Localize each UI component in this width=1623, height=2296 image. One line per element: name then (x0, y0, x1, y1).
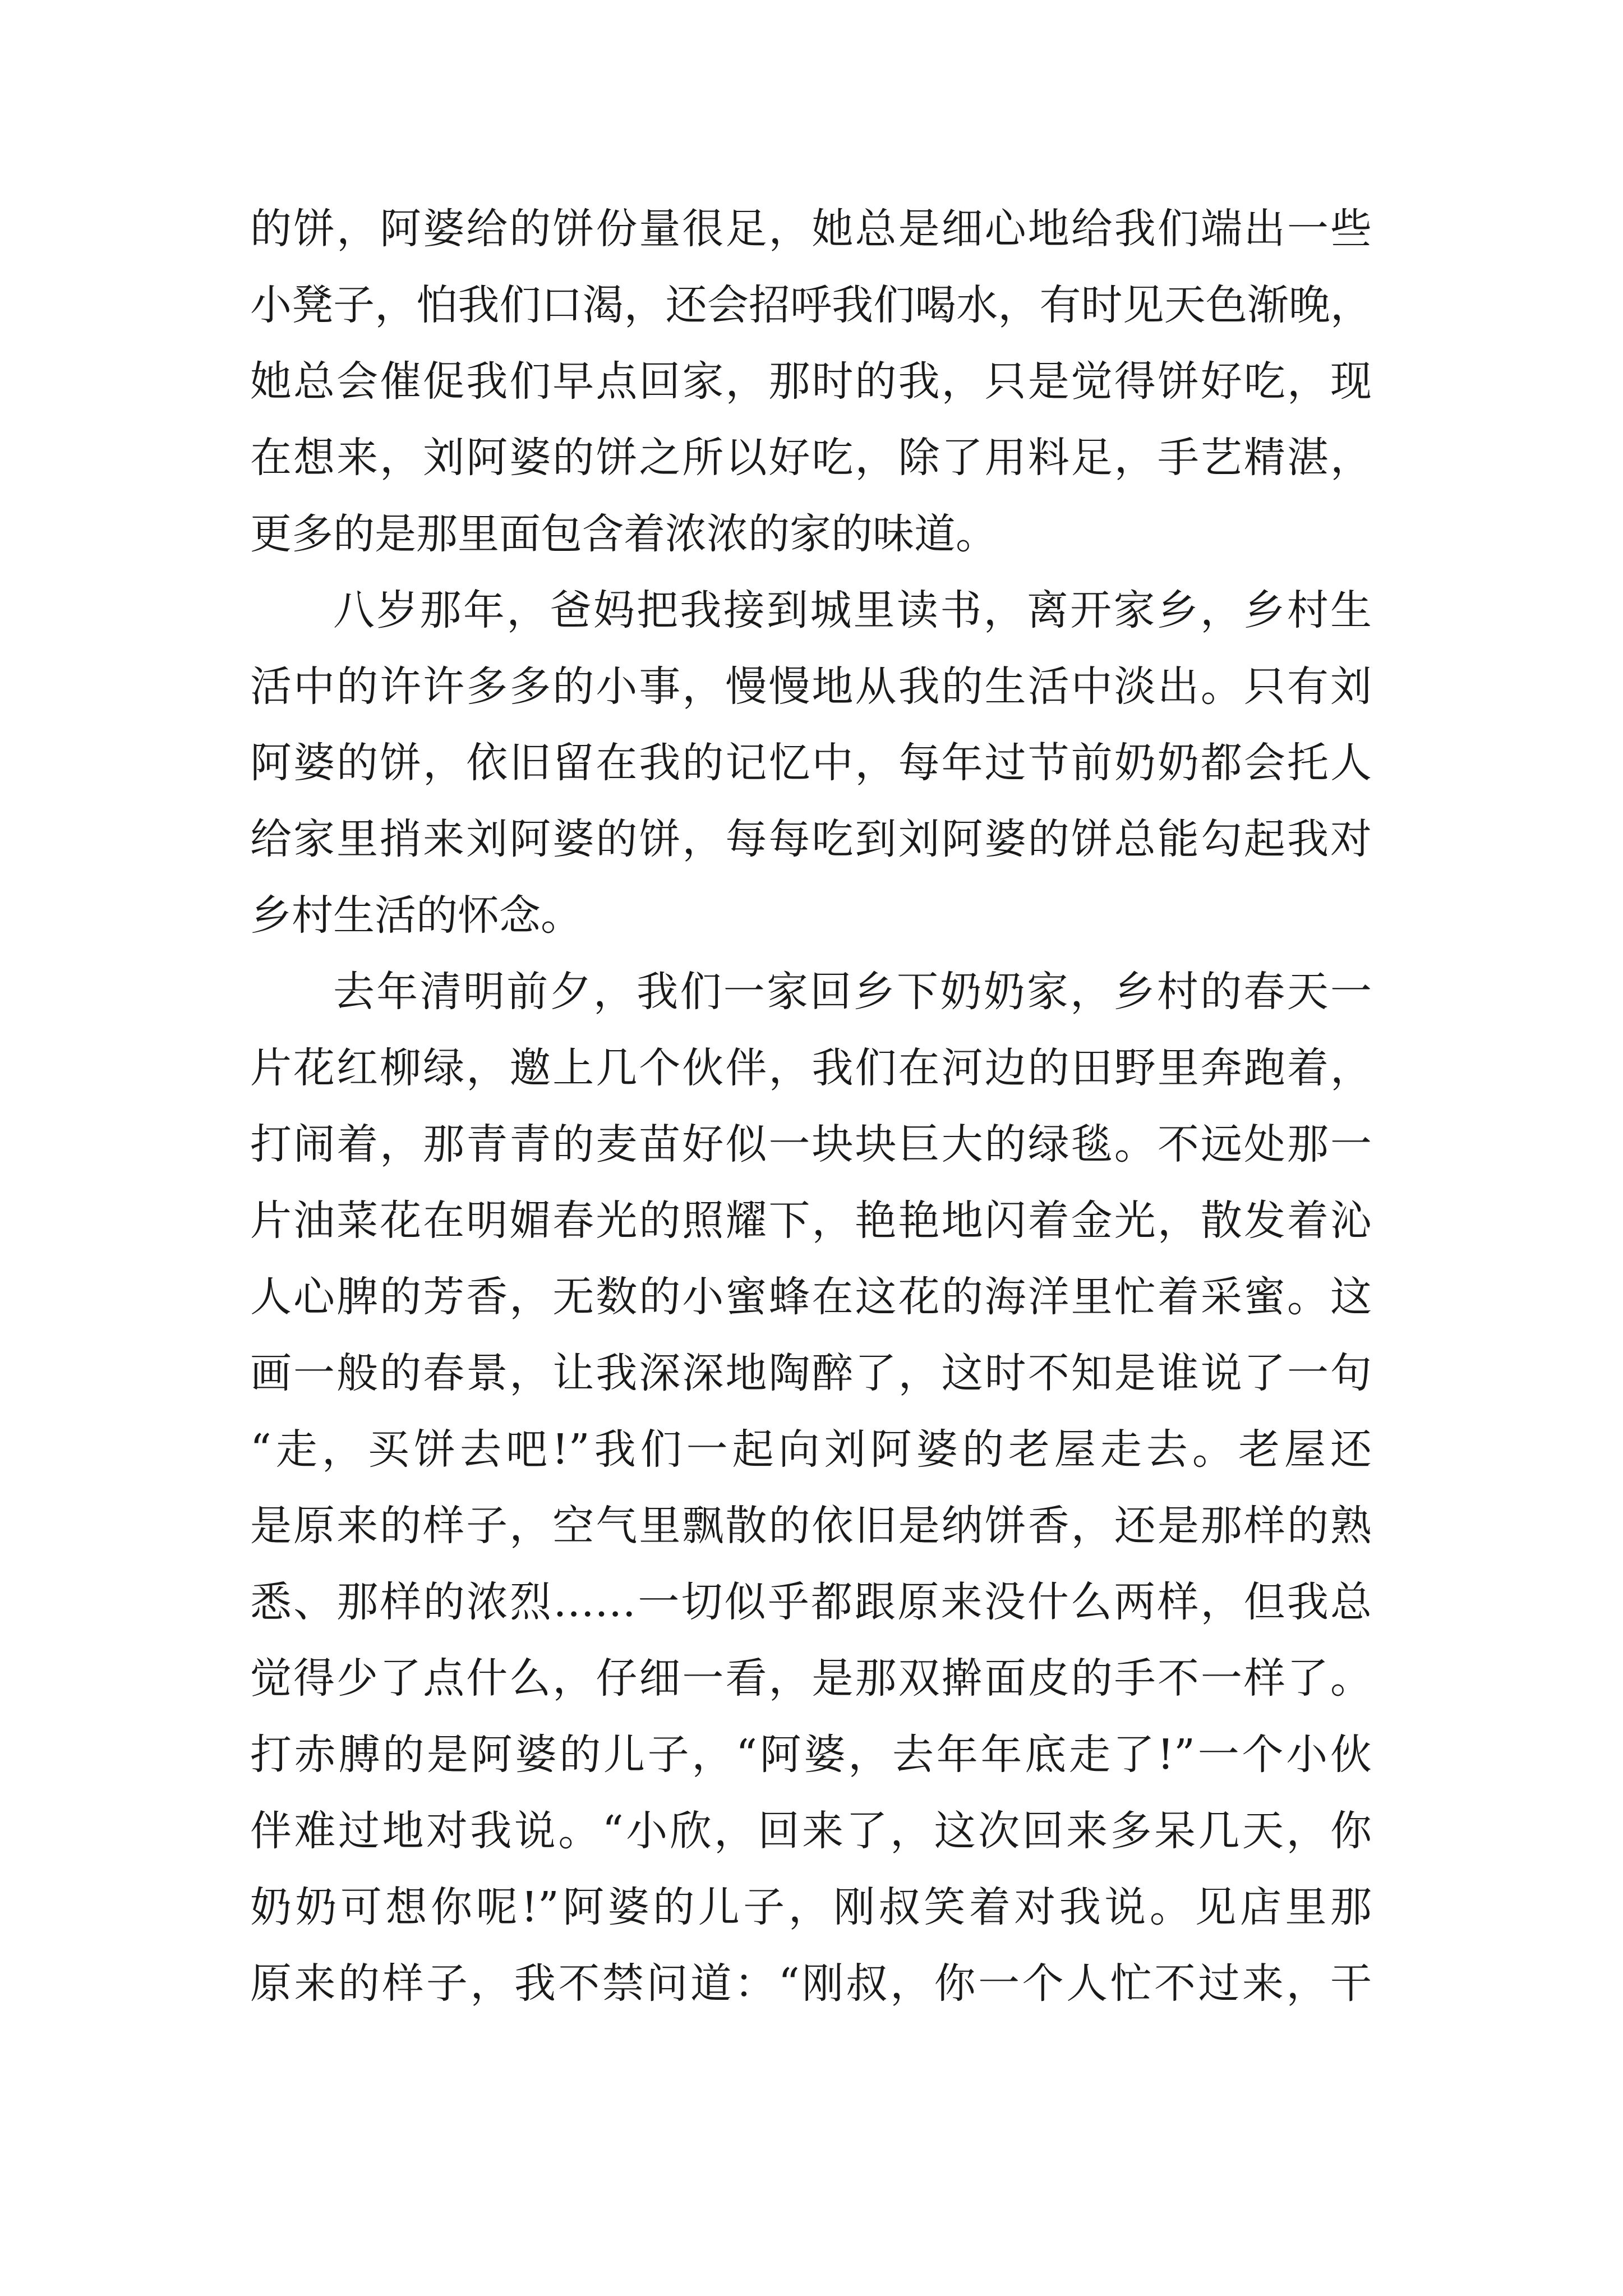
text-line: 阿婆的饼，依旧留在我的记忆中，每年过节前奶奶都会托人 (250, 739, 1372, 787)
text-line: 活中的许许多多的小事，慢慢地从我的生活中淡出。只有刘 (250, 662, 1372, 711)
text-line: 在想来，刘阿婆的饼之所以好吃，除了用料足，手艺精湛， (250, 434, 1372, 482)
text-line: 画一般的春景，让我深深地陶醉了，这时不知是谁说了一句 (250, 1349, 1372, 1397)
text-line: 片油菜花在明媚春光的照耀下，艳艳地闪着金光，散发着沁 (250, 1197, 1372, 1245)
text-line: 更多的是那里面包含着浓浓的家的味道。 (250, 510, 997, 558)
text-line: 人心脾的芳香，无数的小蜜蜂在这花的海洋里忙着采蜜。这 (250, 1273, 1372, 1321)
text-line: “走，买饼去吧!”我们一起向刘阿婆的老屋走去。老屋还 (250, 1425, 1372, 1474)
text-line: 是原来的样子，空气里飘散的依旧是纳饼香，还是那样的熟 (250, 1502, 1372, 1550)
text-line: 悉、那样的浓烈……一切似乎都跟原来没什么两样，但我总 (250, 1578, 1372, 1626)
text-line: 觉得少了点什么，仔细一看，是那双擀面皮的手不一样了。 (250, 1654, 1372, 1703)
text-line: 给家里捎来刘阿婆的饼，每每吃到刘阿婆的饼总能勾起我对 (250, 815, 1372, 863)
text-line: 原来的样子，我不禁问道：“刚叔，你一个人忙不过来，干 (250, 1959, 1372, 2008)
text-line: 乡村生活的怀念。 (250, 891, 582, 940)
text-line: 的饼，阿婆给的饼份量很足，她总是细心地给我们端出一些 (250, 205, 1372, 253)
text-line: 伴难过地对我说。“小欣，回来了，这次回来多呆几天，你 (250, 1807, 1372, 1855)
text-line: 打赤膊的是阿婆的儿子，“阿婆，去年年底走了!”一个小伙 (250, 1731, 1372, 1779)
paragraph-first-line: 去年清明前夕，我们一家回乡下奶奶家，乡村的春天一 (333, 968, 1372, 1016)
text-line: 奶奶可想你呢!”阿婆的儿子，刚叔笑着对我说。见店里那 (250, 1883, 1372, 1931)
text-line: 打闹着，那青青的麦苗好似一块块巨大的绿毯。不远处那一 (250, 1120, 1372, 1168)
body-text (250, 191, 1372, 2022)
text-line: 小凳子，怕我们口渴，还会招呼我们喝水，有时见天色渐晚， (250, 281, 1372, 329)
paragraph-first-line: 八岁那年，爸妈把我接到城里读书，离开家乡，乡村生 (333, 586, 1372, 634)
text-line: 她总会催促我们早点回家，那时的我，只是觉得饼好吃，现 (250, 357, 1372, 406)
text-line: 片花红柳绿，邀上几个伙伴，我们在河边的田野里奔跑着， (250, 1044, 1372, 1092)
